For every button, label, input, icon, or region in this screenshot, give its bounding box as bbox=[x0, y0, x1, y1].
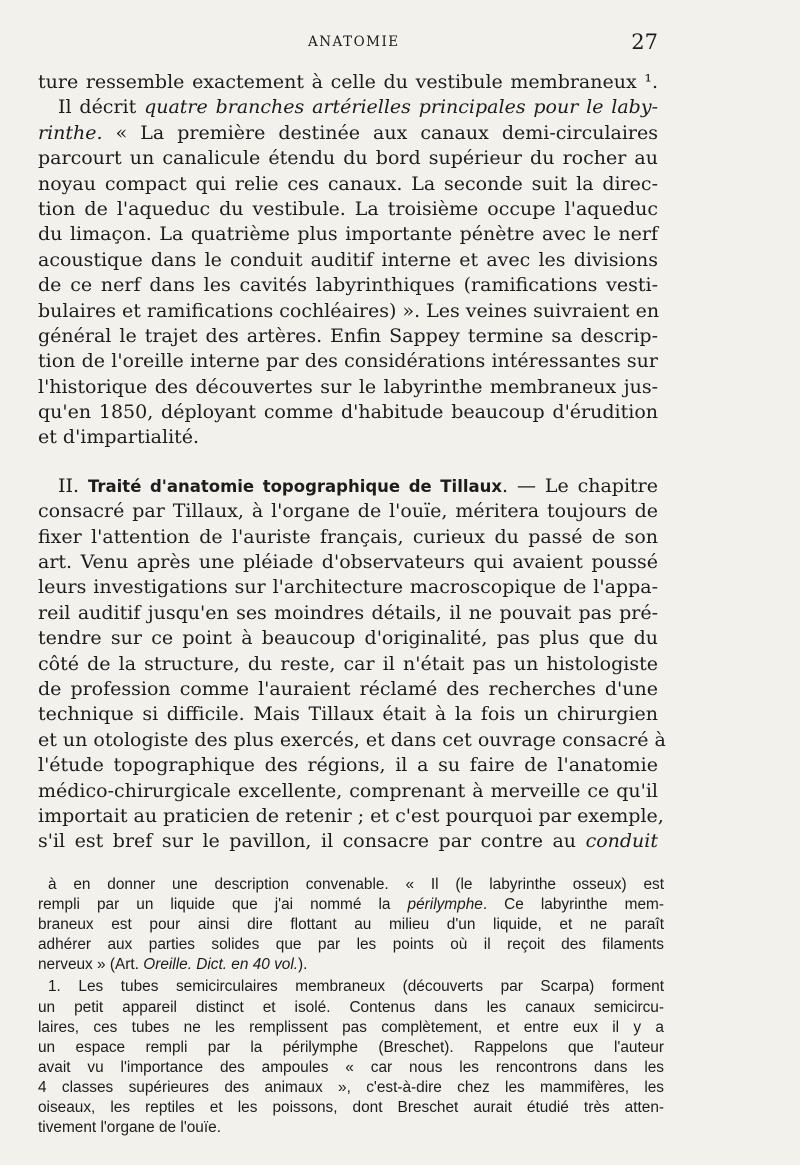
emphasis-text: conduit bbox=[585, 830, 658, 853]
section-heading: Traité d'anatomie topographique de Tillaux bbox=[87, 476, 503, 496]
text-line: l'historique des découvertes sur le labyrinthe membraneux jus- bbox=[38, 375, 658, 398]
text-line: parcourt un canalicule étendu du bord supérieur du rocher au bbox=[38, 147, 658, 170]
footnote-continuation bbox=[38, 875, 664, 975]
text-line: Il décrit quatre branches artérielles principales pour le laby- bbox=[58, 96, 658, 119]
text-line: tion de l'oreille interne par des considérations intéressantes sur bbox=[38, 350, 658, 373]
footnote-1 bbox=[38, 977, 664, 1138]
text-line: tendre sur ce point à beaucoup d'originalité, pas plus que du bbox=[38, 627, 658, 650]
text-line: consacré par Tillaux, à l'organe de l'ouïe, méritera toujours de bbox=[38, 500, 658, 523]
text-line: art. Venu après une pléiade d'observateurs qui avaient poussé bbox=[38, 551, 658, 574]
text-line: tion de l'aqueduc du vestibule. La troisième occupe l'aqueduc bbox=[38, 197, 658, 220]
emphasis-text: périlymphe bbox=[407, 896, 483, 914]
paragraph-tillaux bbox=[38, 474, 666, 855]
text-line: qu'en 1850, déployant comme d'habitude beaucoup d'érudition bbox=[38, 401, 658, 424]
text-line: bulaires et ramifications cochléaires) ». Les veines suivraient en bbox=[38, 299, 660, 322]
text-line: acoustique dans le conduit auditif interne et avec les divisions bbox=[38, 248, 658, 271]
page-number: 27 bbox=[631, 30, 658, 54]
text-line: II. Traité d'anatomie topographique de Tillaux. — Le chapitre bbox=[58, 474, 658, 497]
text-line: fixer l'attention de l'auriste français, curieux du passé de son bbox=[38, 525, 658, 548]
text-line: rinthe. « La première destinée aux canaux demi-circulaires bbox=[38, 121, 658, 144]
text-line: noyau compact qui relie ces canaux. La seconde suit la direc- bbox=[38, 172, 658, 195]
footnote-line: braneux est pour ainsi dire flottant au milieu d'un liquide, et ne paraît bbox=[38, 916, 664, 934]
footnote-line: 1. Les tubes semicirculaires membraneux (découverts par Scarpa) forment bbox=[48, 978, 664, 996]
text-line: de profession comme l'auraient réclamé des recherches d'une bbox=[38, 677, 658, 700]
text-line: technique si difficile. Mais Tillaux était à la fois un chirurgien bbox=[38, 703, 658, 726]
footnote-line: tivement l'organe de l'ouïe. bbox=[38, 1119, 221, 1137]
emphasis-text: quatre branches artérielles principales pour le laby- bbox=[144, 96, 658, 119]
running-title: ANATOMIE bbox=[308, 34, 400, 50]
page-header bbox=[38, 30, 658, 58]
emphasis-text: rinthe. bbox=[38, 121, 103, 144]
text-line: importait au praticien de retenir ; et c'est pourquoi par exemple, bbox=[38, 804, 664, 827]
text-line: et un otologiste des plus exercés, et dans cet ouvrage consacré à bbox=[38, 728, 666, 751]
footnote-line: laires, ces tubes ne les remplissent pas complètement, et entre eux il y a bbox=[38, 1018, 664, 1036]
main-text bbox=[38, 70, 666, 855]
footnote-line: un petit appareil distinct et isolé. Contenus dans les canaux semicircu- bbox=[38, 998, 664, 1016]
emphasis-text: Oreille. Dict. en 40 vol. bbox=[143, 956, 299, 974]
text-line: reil auditif jusqu'en ses moindres détails, il ne pouvait pas pré- bbox=[38, 601, 658, 624]
text-line: médico-chirurgicale excellente, comprenant à merveille ce qu'il bbox=[38, 779, 658, 802]
text-line: du limaçon. La quatrième plus importante pénètre avec le nerf bbox=[38, 223, 658, 246]
footnote-line: adhérer aux parties solides que par les points où il reçoit des filaments bbox=[38, 936, 664, 954]
text-line: ture ressemble exactement à celle du vestibule membraneux ¹. bbox=[38, 71, 658, 93]
text-line: l'étude topographique des régions, il a su faire de l'anatomie bbox=[38, 754, 658, 777]
paragraph-sappey bbox=[38, 70, 658, 451]
footnote-line: avait vu l'importance des ampoules « car nous les rencontrons dans les bbox=[38, 1058, 664, 1076]
text-line: et d'impartialité. bbox=[38, 426, 200, 449]
footnote-line: oiseaux, les reptiles et les poissons, dont Breschet aurait étudié très atten- bbox=[38, 1099, 664, 1117]
footnote-line: nerveux » (Art. Oreille. Dict. en 40 vol.). bbox=[38, 956, 308, 974]
text-line: de ce nerf dans les cavités labyrinthiques (ramifications vesti- bbox=[38, 274, 658, 297]
text-line: s'il est bref sur le pavillon, il consacre par contre au conduit bbox=[38, 830, 658, 853]
text-line: général le trajet des artères. Enfin Sappey termine sa descrip- bbox=[38, 324, 658, 347]
footnote-line: 4 classes supérieures des animaux », c'est-à-dire chez les mammifères, les bbox=[38, 1078, 664, 1096]
text-line: leurs investigations sur l'architecture macroscopique de l'appa- bbox=[38, 576, 658, 599]
footnote-line: rempli par un liquide que j'ai nommé la périlymphe. Ce labyrinthe mem- bbox=[38, 896, 664, 914]
footnotes bbox=[38, 875, 664, 1138]
footnote-line: un espace rempli par la périlymphe (Breschet). Rappelons que l'auteur bbox=[38, 1038, 664, 1056]
text-line: côté de la structure, du reste, car il n'était pas un histologiste bbox=[38, 652, 658, 675]
footnote-line: à en donner une description convenable. « Il (le labyrinthe osseux) est bbox=[48, 876, 664, 893]
